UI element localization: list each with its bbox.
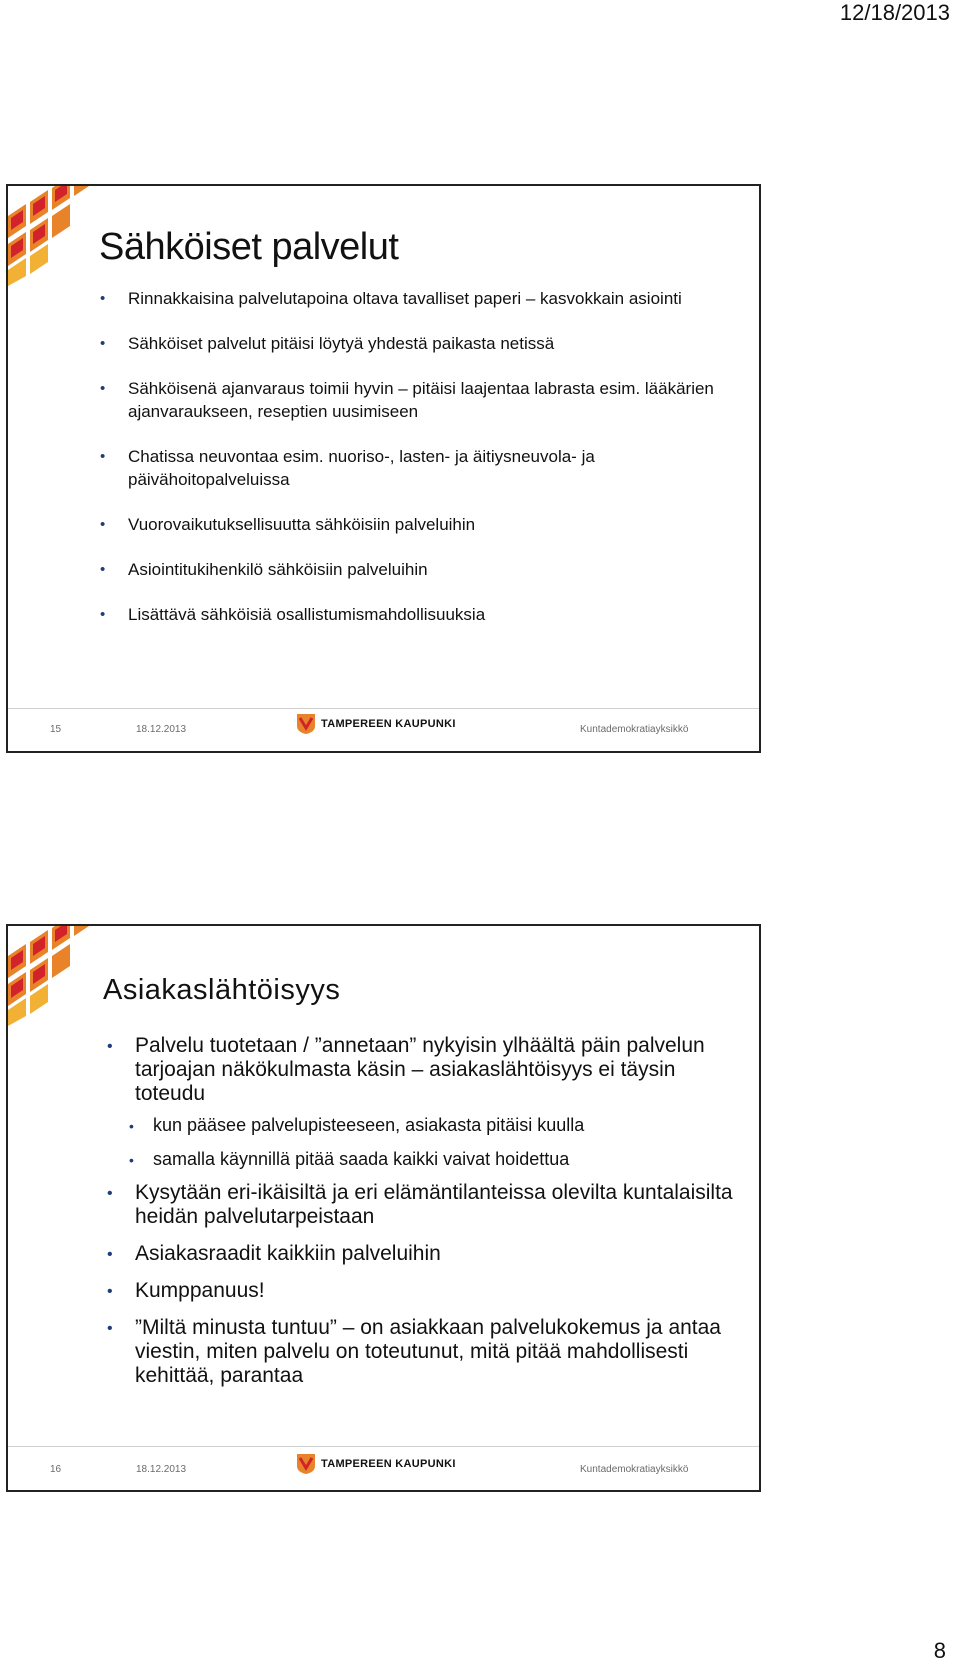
list-item: • Asiointitukihenkilö sähköisiin palveluihin [128, 558, 718, 581]
list-item: • ”Miltä minusta tuntuu” – on asiakkaan palvelukokemus ja antaa viestin, miten palvelu on toteutunut, mitä pitää mahdollisesti kehittää, parantaa [135, 1316, 745, 1388]
list-item: • Sähköisenä ajanvaraus toimii hyvin – pitäisi laajentaa labrasta esim. lääkärien ajanvaraukseen, reseptien uusimiseen [128, 377, 718, 423]
bullet-list [128, 287, 718, 648]
sub-bullet-list [153, 1114, 745, 1170]
list-item: • Rinnakkaisina palvelutapoina oltava tavalliset paperi – kasvokkain asiointi [128, 287, 718, 310]
list-item [135, 1034, 745, 1170]
unit-name: Kuntademokratiayksikkö [580, 1464, 689, 1475]
footer-divider [8, 708, 759, 709]
list-item-text: Palvelu tuotetaan / ”annetaan” nykyisin ylhäältä päin palvelun tarjoajan näkökulmasta käsin – asiakaslähtöisyys ei täysin toteudu [135, 1034, 705, 1105]
slide-date: 18.12.2013 [136, 1464, 187, 1475]
slide-15 [6, 184, 761, 753]
list-item: • Kumppanuus! [135, 1279, 745, 1303]
slide-title: Asiakaslähtöisyys [103, 974, 341, 1006]
bullet-list [135, 1034, 745, 1401]
unit-name: Kuntademokratiayksikkö [580, 724, 689, 735]
slide-number: 16 [50, 1464, 62, 1475]
list-item: • Lisättävä sähköisiä osallistumismahdollisuuksia [128, 603, 718, 626]
list-item: • Vuorovaikutuksellisuutta sähköisiin palveluihin [128, 513, 718, 536]
tampere-crest-icon [297, 1454, 315, 1474]
tampere-logo [297, 714, 456, 734]
list-item: • Chatissa neuvontaa esim. nuoriso-, lasten- ja äitiysneuvola- ja päivähoitopalveluissa [128, 445, 718, 491]
logo-text: TAMPEREEN KAUPUNKI [321, 1458, 456, 1470]
slide-number: 15 [50, 724, 62, 735]
slide-title: Sähköiset palvelut [99, 226, 399, 268]
slide-date: 18.12.2013 [136, 724, 187, 735]
page-number: 8 [933, 1638, 946, 1663]
list-item: • Sähköiset palvelut pitäisi löytyä yhdestä paikasta netissä [128, 332, 718, 355]
list-item: • Kysytään eri-ikäisiltä ja eri elämäntilanteissa olevilta kuntalaisilta heidän palvelutarpeistaan [135, 1181, 745, 1229]
sub-list-item: • samalla käynnillä pitää saada kaikki vaivat hoidettua [153, 1148, 745, 1170]
slide-16 [6, 924, 761, 1492]
tampere-pattern-logo-icon [8, 926, 108, 1026]
sub-list-item: • kun pääsee palvelupisteeseen, asiakasta pitäisi kuulla [153, 1114, 745, 1136]
list-item: • Asiakasraadit kaikkiin palveluihin [135, 1242, 745, 1266]
tampere-crest-icon [297, 714, 315, 734]
tampere-pattern-logo-icon [8, 186, 108, 286]
page-date: 12/18/2013 [839, 0, 950, 25]
footer-divider [8, 1446, 759, 1447]
logo-text: TAMPEREEN KAUPUNKI [321, 718, 456, 730]
tampere-logo [297, 1454, 456, 1474]
